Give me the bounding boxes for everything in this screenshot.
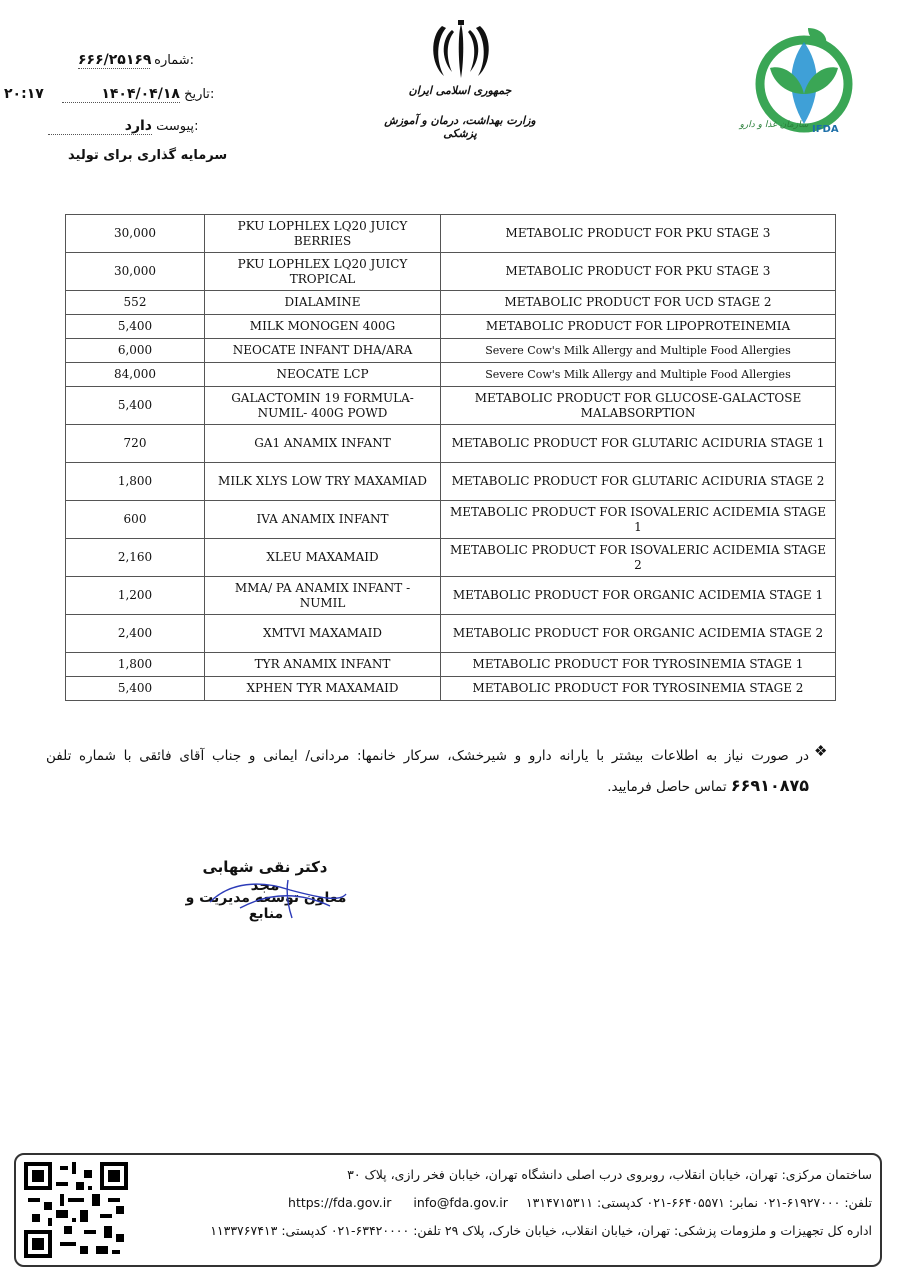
table-row [66, 315, 836, 339]
product-name-cell: NEOCATE LCP [205, 363, 441, 387]
qty-cell: 30,000 [66, 253, 205, 291]
description-cell: METABOLIC PRODUCT FOR ORGANIC ACIDEMIA STAGE 2 [441, 615, 836, 653]
product-name-cell: GA1 ANAMIX INFANT [205, 425, 441, 463]
table-row [66, 253, 836, 291]
description-cell: METABOLIC PRODUCT FOR TYROSINEMIA STAGE 1 [441, 653, 836, 677]
table-row [66, 339, 836, 363]
table-row [66, 363, 836, 387]
contact-note [46, 741, 809, 802]
table-row [66, 387, 836, 425]
description-cell: Severe Cow's Milk Allergy and Multiple Food Allergies [441, 363, 836, 387]
table-row [66, 463, 836, 501]
product-name-cell: MMA/ PA ANAMIX INFANT - NUMIL [205, 577, 441, 615]
footer-department-line: اداره کل تجهیزات و ملزومات پزشکی: تهران، خیابان انقلاب، خیابان خارک، پلاک ۲۹ تلفن: ۶۳۴۲۰۰۰۰-۰۲۱ کدپستی: ۱۱۳۳۷۶۷۴۱۳ [210, 1223, 872, 1238]
attachment-line [48, 118, 198, 135]
note-text: در صورت نیاز به اطلاعات بیشتر با یارانه دارو و شیرخشک، سرکار خانمها: مردانی/ ایمانی و جناب آقای فائقی با شماره تلفن [46, 748, 809, 764]
description-cell: METABOLIC PRODUCT FOR UCD STAGE 2 [441, 291, 836, 315]
table-row [66, 215, 836, 253]
description-cell: METABOLIC PRODUCT FOR PKU STAGE 3 [441, 215, 836, 253]
product-name-cell: XPHEN TYR MAXAMAID [205, 677, 441, 701]
products-table [65, 214, 836, 701]
attachment-label: پیوست: [156, 119, 199, 134]
handwritten-signature-icon [200, 872, 350, 922]
product-name-cell: GALACTOMIN 19 FORMULA-NUMIL- 400G POWD [205, 387, 441, 425]
table-row [66, 653, 836, 677]
table-row [66, 677, 836, 701]
note-phone: ۶۶۹۱۰۸۷۵ [730, 776, 809, 795]
table-row [66, 425, 836, 463]
product-name-cell: PKU LOPHLEX LQ20 JUICY TROPICAL [205, 253, 441, 291]
gov-name-line1: جمهوری اسلامی ایران [408, 84, 512, 97]
qty-cell: 5,400 [66, 387, 205, 425]
signatory-name: دکتر نقی شهابی مجد [202, 858, 328, 894]
letter-date-value: ۱۴۰۴/۰۴/۱۸ [62, 86, 180, 103]
product-name-cell: IVA ANAMIX INFANT [205, 501, 441, 539]
letter-number-value: ۶۶۶/۲۵۱۶۹ [78, 52, 152, 68]
product-name-cell: TYR ANAMIX INFANT [205, 653, 441, 677]
iran-emblem-icon [428, 20, 494, 84]
footer-email-link[interactable]: info@fda.gov.ir [413, 1195, 508, 1210]
description-cell: METABOLIC PRODUCT FOR GLUTARIC ACIDURIA STAGE 1 [441, 425, 836, 463]
product-name-cell: MILK XLYS LOW TRY MAXAMIAD [205, 463, 441, 501]
note-bullet-icon: ❖ [814, 742, 828, 760]
note-text-end: تماس حاصل فرمایید. [607, 779, 727, 795]
letter-number-label: شماره: [154, 53, 194, 68]
qty-cell: 2,400 [66, 615, 205, 653]
description-cell: METABOLIC PRODUCT FOR GLUCOSE-GALACTOSE MALABSORPTION [441, 387, 836, 425]
ifda-logo-icon [748, 24, 860, 134]
letter-date-label: تاریخ: [184, 87, 215, 102]
qty-cell: 84,000 [66, 363, 205, 387]
ministry-name: وزارت بهداشت، درمان و آموزش پزشکی [384, 114, 536, 140]
footer-website-link[interactable]: https://fda.gov.ir [288, 1195, 392, 1210]
footer-address-line: ساختمان مرکزی: تهران، خیابان انقلاب، روبروی درب اصلی دانشگاه تهران، خیابان فخر رازی، پلاک ۳۰ [347, 1167, 872, 1182]
qr-code-icon [24, 1162, 128, 1258]
product-name-cell: MILK MONOGEN 400G [205, 315, 441, 339]
product-name-cell: NEOCATE INFANT DHA/ARA [205, 339, 441, 363]
qty-cell: 30,000 [66, 215, 205, 253]
letter-number-line [78, 52, 194, 69]
footer-contact-line [288, 1195, 872, 1210]
signatory-title: معاون توسعه مدیریت و منابع [185, 890, 347, 922]
description-cell: METABOLIC PRODUCT FOR ISOVALERIC ACIDEMIA STAGE 2 [441, 539, 836, 577]
qty-cell: 6,000 [66, 339, 205, 363]
qty-cell: 600 [66, 501, 205, 539]
description-cell: Severe Cow's Milk Allergy and Multiple Food Allergies [441, 339, 836, 363]
ifda-logo-text-fa: سازمان غذا و دارو [739, 120, 809, 130]
table-row [66, 615, 836, 653]
table-row [66, 539, 836, 577]
description-cell: METABOLIC PRODUCT FOR GLUTARIC ACIDURIA STAGE 2 [441, 463, 836, 501]
product-name-cell: PKU LOPHLEX LQ20 JUICY BERRIES [205, 215, 441, 253]
letter-time-value: ۲۰:۱۷ [4, 86, 44, 102]
qty-cell: 1,800 [66, 653, 205, 677]
qty-cell: 1,800 [66, 463, 205, 501]
table-row [66, 501, 836, 539]
description-cell: METABOLIC PRODUCT FOR ORGANIC ACIDEMIA STAGE 1 [441, 577, 836, 615]
table-row [66, 291, 836, 315]
attachment-value: دارد [48, 118, 152, 135]
letter-date-line [4, 86, 214, 103]
qty-cell: 552 [66, 291, 205, 315]
footer-box [14, 1153, 882, 1267]
qty-cell: 1,200 [66, 577, 205, 615]
ifda-logo-text-en: IFDA [812, 124, 839, 135]
footer-phones: تلفن: ۶۱۹۲۷۰۰۰-۰۲۱ نمابر: ۶۶۴۰۵۵۷۱-۰۲۱ کدپستی: ۱۳۱۴۷۱۵۳۱۱ [525, 1195, 872, 1210]
qty-cell: 5,400 [66, 315, 205, 339]
qty-cell: 5,400 [66, 677, 205, 701]
product-name-cell: DIALAMINE [205, 291, 441, 315]
description-cell: METABOLIC PRODUCT FOR TYROSINEMIA STAGE 2 [441, 677, 836, 701]
table-row [66, 577, 836, 615]
product-name-cell: XLEU MAXAMAID [205, 539, 441, 577]
description-cell: METABOLIC PRODUCT FOR PKU STAGE 3 [441, 253, 836, 291]
qty-cell: 2,160 [66, 539, 205, 577]
qty-cell: 720 [66, 425, 205, 463]
product-name-cell: XMTVI MAXAMAID [205, 615, 441, 653]
description-cell: METABOLIC PRODUCT FOR ISOVALERIC ACIDEMIA STAGE 1 [441, 501, 836, 539]
description-cell: METABOLIC PRODUCT FOR LIPOPROTEINEMIA [441, 315, 836, 339]
investment-slogan: سرمایه گذاری برای تولید [68, 148, 228, 163]
